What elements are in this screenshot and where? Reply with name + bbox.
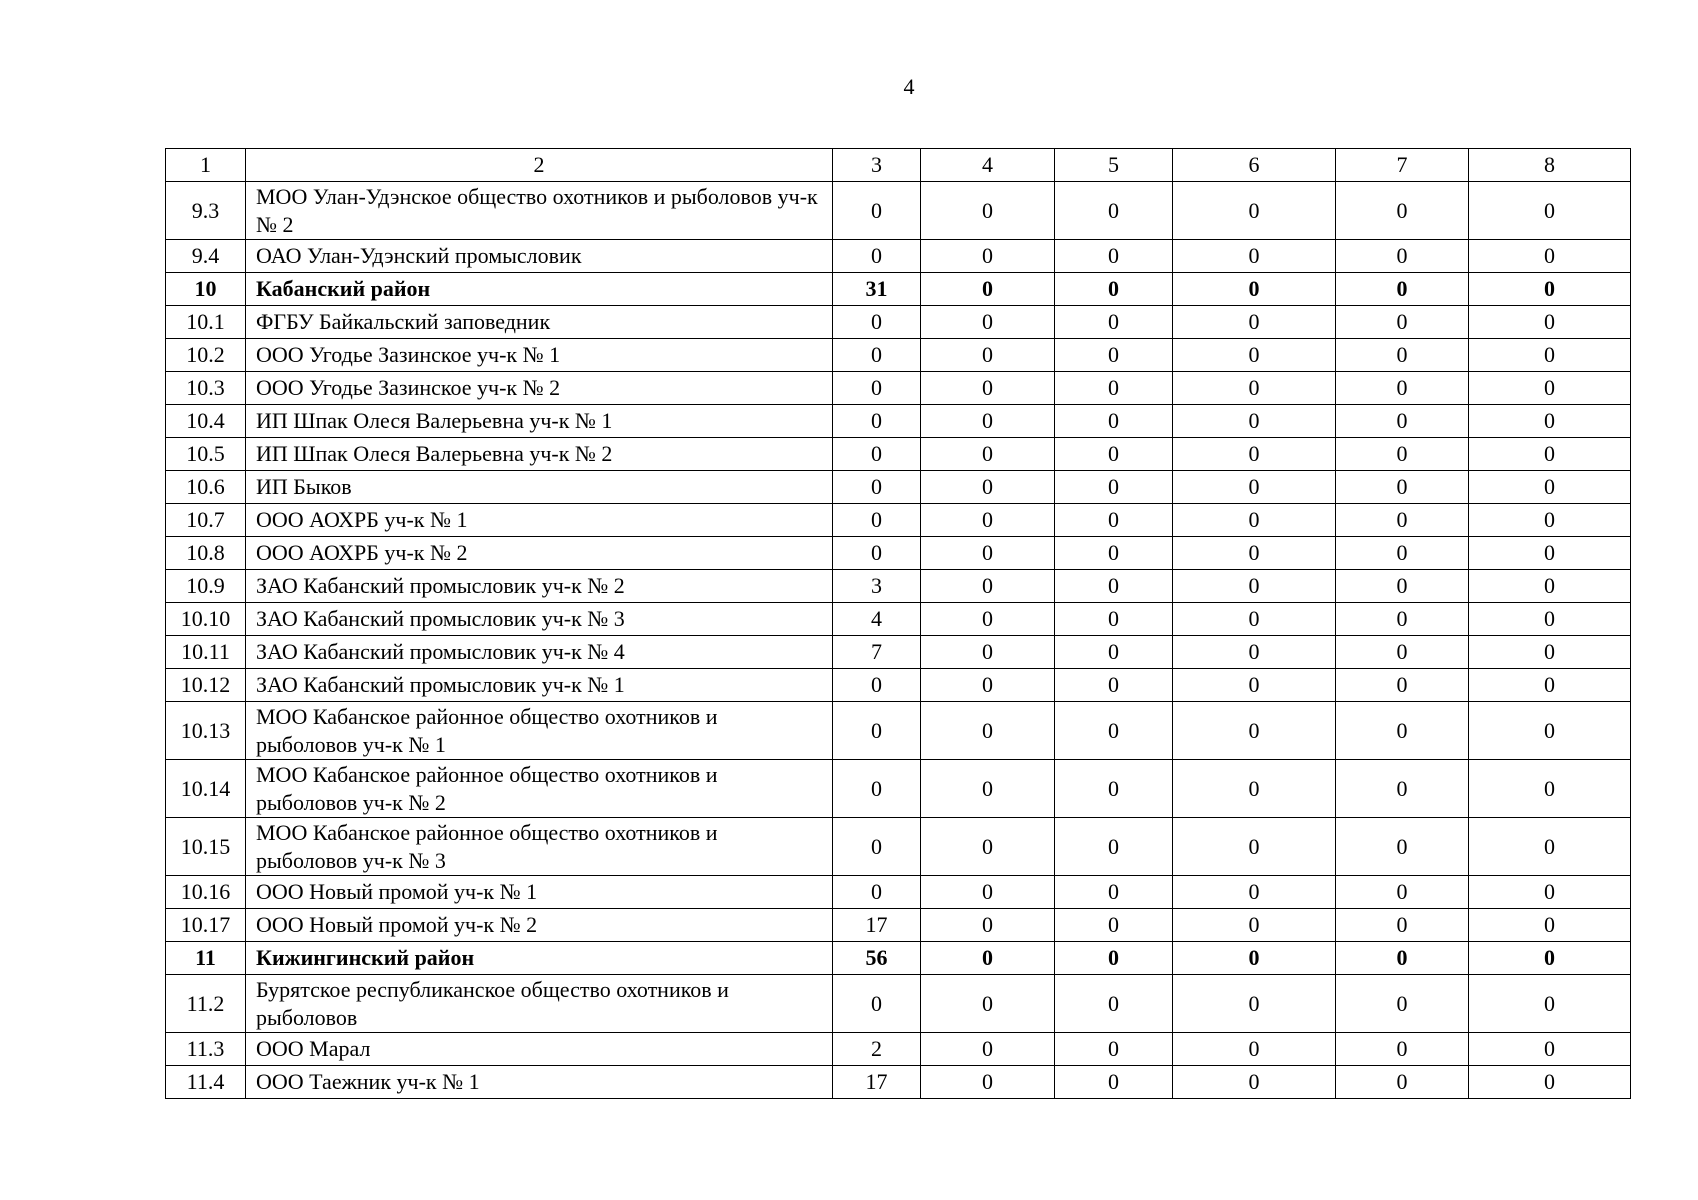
- table-row: [166, 438, 1631, 471]
- value-cell: 0: [1336, 876, 1469, 909]
- value-cell: 0: [833, 339, 921, 372]
- value-cell: 0: [1469, 504, 1631, 537]
- value-cell: 0: [1336, 909, 1469, 942]
- organization-name-cell: ООО АОХРБ уч-к № 2: [246, 537, 833, 570]
- organization-name-cell: МОО Кабанское районное общество охотников и рыболовов уч-к № 2: [246, 760, 833, 818]
- page-number: 4: [903, 74, 915, 99]
- value-cell: 0: [921, 504, 1055, 537]
- value-cell: 0: [921, 405, 1055, 438]
- organization-name-cell: ИП Быков: [246, 471, 833, 504]
- value-cell: 0: [1336, 405, 1469, 438]
- value-cell: 0: [833, 372, 921, 405]
- value-cell: 0: [1055, 1033, 1173, 1066]
- table-row: [166, 603, 1631, 636]
- table-row: [166, 372, 1631, 405]
- value-cell: 0: [921, 182, 1055, 240]
- value-cell: 0: [833, 975, 921, 1033]
- row-number-cell: 10.2: [166, 339, 246, 372]
- value-cell: 0: [1173, 636, 1336, 669]
- row-number-cell: 10.10: [166, 603, 246, 636]
- value-cell: 0: [1055, 471, 1173, 504]
- table-row: [166, 909, 1631, 942]
- value-cell: 0: [1173, 372, 1336, 405]
- table-row: [166, 818, 1631, 876]
- value-cell: 0: [1055, 372, 1173, 405]
- value-cell: 0: [921, 669, 1055, 702]
- value-cell: 0: [1336, 570, 1469, 603]
- value-cell: 0: [1469, 909, 1631, 942]
- row-number-cell: 10.12: [166, 669, 246, 702]
- value-cell: 0: [1173, 339, 1336, 372]
- value-cell: 0: [1336, 471, 1469, 504]
- data-table: [165, 148, 1631, 1099]
- table-row: [166, 240, 1631, 273]
- value-cell: 4: [833, 603, 921, 636]
- column-number-cell: 2: [246, 149, 833, 182]
- value-cell: 0: [1469, 438, 1631, 471]
- row-number-cell: 11: [166, 942, 246, 975]
- district-row: [166, 942, 1631, 975]
- value-cell: 0: [1173, 1033, 1336, 1066]
- row-number-cell: 10: [166, 273, 246, 306]
- value-cell: 0: [1173, 570, 1336, 603]
- table-row: [166, 306, 1631, 339]
- value-cell: 0: [921, 306, 1055, 339]
- value-cell: 0: [833, 876, 921, 909]
- value-cell: 2: [833, 1033, 921, 1066]
- table-row: [166, 1066, 1631, 1099]
- value-cell: 0: [1173, 760, 1336, 818]
- value-cell: 0: [1173, 603, 1336, 636]
- value-cell: 0: [1055, 636, 1173, 669]
- row-number-cell: 11.2: [166, 975, 246, 1033]
- column-number-cell: 8: [1469, 149, 1631, 182]
- value-cell: 31: [833, 273, 921, 306]
- row-number-cell: 10.7: [166, 504, 246, 537]
- value-cell: 0: [1055, 339, 1173, 372]
- organization-name-cell: ООО Угодье Зазинское уч-к № 2: [246, 372, 833, 405]
- table-row: [166, 570, 1631, 603]
- row-number-cell: 11.3: [166, 1033, 246, 1066]
- value-cell: 0: [921, 471, 1055, 504]
- value-cell: 0: [1336, 537, 1469, 570]
- value-cell: 0: [1055, 306, 1173, 339]
- value-cell: 0: [1336, 636, 1469, 669]
- organization-name-cell: ЗАО Кабанский промысловик уч-к № 1: [246, 669, 833, 702]
- column-number-row: [166, 149, 1631, 182]
- value-cell: 0: [921, 603, 1055, 636]
- row-number-cell: 10.9: [166, 570, 246, 603]
- organization-name-cell: Бурятское республиканское общество охотников и рыболовов: [246, 975, 833, 1033]
- column-number-cell: 3: [833, 149, 921, 182]
- value-cell: 0: [921, 372, 1055, 405]
- value-cell: 0: [1173, 876, 1336, 909]
- value-cell: 0: [1055, 570, 1173, 603]
- column-number-cell: 4: [921, 149, 1055, 182]
- value-cell: 0: [1469, 702, 1631, 760]
- value-cell: 0: [921, 438, 1055, 471]
- row-number-cell: 10.17: [166, 909, 246, 942]
- column-number-cell: 7: [1336, 149, 1469, 182]
- value-cell: 0: [1336, 504, 1469, 537]
- table-body: [166, 149, 1631, 1099]
- organization-name-cell: ООО Новый промой уч-к № 1: [246, 876, 833, 909]
- value-cell: 0: [1469, 537, 1631, 570]
- value-cell: 0: [1336, 818, 1469, 876]
- row-number-cell: 10.15: [166, 818, 246, 876]
- organization-name-cell: ООО Новый промой уч-к № 2: [246, 909, 833, 942]
- value-cell: 0: [1469, 636, 1631, 669]
- value-cell: 0: [1055, 504, 1173, 537]
- table-row: [166, 405, 1631, 438]
- value-cell: 0: [833, 760, 921, 818]
- table-row: [166, 669, 1631, 702]
- value-cell: 0: [1469, 570, 1631, 603]
- row-number-cell: 10.3: [166, 372, 246, 405]
- value-cell: 0: [1336, 975, 1469, 1033]
- row-number-cell: 10.16: [166, 876, 246, 909]
- value-cell: 0: [1055, 438, 1173, 471]
- value-cell: 56: [833, 942, 921, 975]
- organization-name-cell: Кижингинский район: [246, 942, 833, 975]
- value-cell: 0: [1336, 339, 1469, 372]
- value-cell: 0: [1173, 504, 1336, 537]
- value-cell: 3: [833, 570, 921, 603]
- organization-name-cell: ИП Шпак Олеся Валерьевна уч-к № 2: [246, 438, 833, 471]
- value-cell: 0: [921, 975, 1055, 1033]
- column-number-cell: 6: [1173, 149, 1336, 182]
- value-cell: 17: [833, 909, 921, 942]
- value-cell: 0: [1055, 537, 1173, 570]
- organization-name-cell: ЗАО Кабанский промысловик уч-к № 3: [246, 603, 833, 636]
- value-cell: 0: [921, 909, 1055, 942]
- row-number-cell: 10.6: [166, 471, 246, 504]
- value-cell: 0: [1055, 876, 1173, 909]
- value-cell: 0: [921, 760, 1055, 818]
- value-cell: 0: [833, 405, 921, 438]
- value-cell: 0: [1336, 669, 1469, 702]
- column-number-cell: 5: [1055, 149, 1173, 182]
- row-number-cell: 10.11: [166, 636, 246, 669]
- value-cell: 0: [921, 570, 1055, 603]
- value-cell: 17: [833, 1066, 921, 1099]
- value-cell: 0: [1336, 182, 1469, 240]
- table-row: [166, 876, 1631, 909]
- value-cell: 0: [921, 1066, 1055, 1099]
- value-cell: 0: [921, 818, 1055, 876]
- value-cell: 0: [921, 702, 1055, 760]
- organization-name-cell: МОО Кабанское районное общество охотников и рыболовов уч-к № 1: [246, 702, 833, 760]
- value-cell: 0: [1469, 760, 1631, 818]
- value-cell: 0: [833, 182, 921, 240]
- value-cell: 0: [921, 273, 1055, 306]
- value-cell: 0: [1055, 273, 1173, 306]
- organization-name-cell: ЗАО Кабанский промысловик уч-к № 2: [246, 570, 833, 603]
- value-cell: 0: [1173, 537, 1336, 570]
- value-cell: 0: [833, 240, 921, 273]
- table-row: [166, 182, 1631, 240]
- table-row: [166, 636, 1631, 669]
- value-cell: 0: [1173, 818, 1336, 876]
- table-row: [166, 1033, 1631, 1066]
- value-cell: 0: [1469, 306, 1631, 339]
- table-row: [166, 537, 1631, 570]
- value-cell: 0: [833, 537, 921, 570]
- value-cell: 0: [1173, 438, 1336, 471]
- value-cell: 0: [921, 876, 1055, 909]
- value-cell: 0: [1173, 1066, 1336, 1099]
- value-cell: 0: [833, 818, 921, 876]
- value-cell: 0: [1336, 603, 1469, 636]
- value-cell: 0: [1055, 1066, 1173, 1099]
- organization-name-cell: ОАО Улан-Удэнский промысловик: [246, 240, 833, 273]
- value-cell: 0: [833, 306, 921, 339]
- value-cell: 0: [1055, 818, 1173, 876]
- value-cell: 0: [1336, 760, 1469, 818]
- value-cell: 0: [1173, 669, 1336, 702]
- value-cell: 0: [1336, 438, 1469, 471]
- value-cell: 0: [1469, 1066, 1631, 1099]
- row-number-cell: 10.8: [166, 537, 246, 570]
- row-number-cell: 10.4: [166, 405, 246, 438]
- value-cell: 0: [1469, 273, 1631, 306]
- value-cell: 0: [1469, 603, 1631, 636]
- value-cell: 0: [833, 438, 921, 471]
- district-row: [166, 273, 1631, 306]
- column-number-cell: 1: [166, 149, 246, 182]
- value-cell: 0: [833, 471, 921, 504]
- value-cell: 0: [1055, 182, 1173, 240]
- value-cell: 0: [1173, 405, 1336, 438]
- organization-name-cell: ЗАО Кабанский промысловик уч-к № 4: [246, 636, 833, 669]
- value-cell: 0: [1469, 182, 1631, 240]
- row-number-cell: 10.13: [166, 702, 246, 760]
- value-cell: 0: [1336, 702, 1469, 760]
- row-number-cell: 9.3: [166, 182, 246, 240]
- organization-name-cell: ООО Марал: [246, 1033, 833, 1066]
- value-cell: 7: [833, 636, 921, 669]
- value-cell: 0: [1469, 339, 1631, 372]
- value-cell: 0: [1336, 1066, 1469, 1099]
- value-cell: 0: [1055, 405, 1173, 438]
- value-cell: 0: [1336, 240, 1469, 273]
- value-cell: 0: [921, 1033, 1055, 1066]
- value-cell: 0: [1469, 818, 1631, 876]
- value-cell: 0: [1469, 471, 1631, 504]
- organization-name-cell: МОО Улан-Удэнское общество охотников и рыболовов уч-к № 2: [246, 182, 833, 240]
- value-cell: 0: [1469, 942, 1631, 975]
- value-cell: 0: [921, 942, 1055, 975]
- value-cell: 0: [921, 240, 1055, 273]
- value-cell: 0: [1173, 702, 1336, 760]
- table-row: [166, 760, 1631, 818]
- value-cell: 0: [1336, 372, 1469, 405]
- value-cell: 0: [1173, 975, 1336, 1033]
- value-cell: 0: [1173, 240, 1336, 273]
- value-cell: 0: [833, 702, 921, 760]
- value-cell: 0: [1055, 669, 1173, 702]
- organization-name-cell: ИП Шпак Олеся Валерьевна уч-к № 1: [246, 405, 833, 438]
- value-cell: 0: [1336, 1033, 1469, 1066]
- organization-name-cell: ООО Таежник уч-к № 1: [246, 1066, 833, 1099]
- value-cell: 0: [1055, 942, 1173, 975]
- value-cell: 0: [1055, 909, 1173, 942]
- value-cell: 0: [1173, 942, 1336, 975]
- value-cell: 0: [921, 537, 1055, 570]
- row-number-cell: 10.5: [166, 438, 246, 471]
- value-cell: 0: [1469, 240, 1631, 273]
- value-cell: 0: [1055, 975, 1173, 1033]
- value-cell: 0: [1173, 273, 1336, 306]
- row-number-cell: 10.14: [166, 760, 246, 818]
- value-cell: 0: [1055, 760, 1173, 818]
- table-row: [166, 975, 1631, 1033]
- value-cell: 0: [1336, 273, 1469, 306]
- table-row: [166, 504, 1631, 537]
- value-cell: 0: [833, 504, 921, 537]
- organization-name-cell: ООО Угодье Зазинское уч-к № 1: [246, 339, 833, 372]
- value-cell: 0: [1173, 182, 1336, 240]
- value-cell: 0: [1173, 306, 1336, 339]
- organization-name-cell: Кабанский район: [246, 273, 833, 306]
- value-cell: 0: [1336, 942, 1469, 975]
- value-cell: 0: [921, 636, 1055, 669]
- value-cell: 0: [921, 339, 1055, 372]
- organization-name-cell: ООО АОХРБ уч-к № 1: [246, 504, 833, 537]
- value-cell: 0: [1469, 405, 1631, 438]
- value-cell: 0: [1173, 909, 1336, 942]
- value-cell: 0: [1055, 240, 1173, 273]
- value-cell: 0: [1469, 669, 1631, 702]
- row-number-cell: 10.1: [166, 306, 246, 339]
- table-row: [166, 471, 1631, 504]
- value-cell: 0: [1336, 306, 1469, 339]
- value-cell: 0: [1055, 702, 1173, 760]
- table-row: [166, 702, 1631, 760]
- value-cell: 0: [1469, 1033, 1631, 1066]
- value-cell: 0: [1173, 471, 1336, 504]
- row-number-cell: 11.4: [166, 1066, 246, 1099]
- value-cell: 0: [1055, 603, 1173, 636]
- value-cell: 0: [1469, 372, 1631, 405]
- row-number-cell: 9.4: [166, 240, 246, 273]
- value-cell: 0: [1469, 876, 1631, 909]
- value-cell: 0: [1469, 975, 1631, 1033]
- value-cell: 0: [833, 669, 921, 702]
- table-row: [166, 339, 1631, 372]
- organization-name-cell: МОО Кабанское районное общество охотников и рыболовов уч-к № 3: [246, 818, 833, 876]
- organization-name-cell: ФГБУ Байкальский заповедник: [246, 306, 833, 339]
